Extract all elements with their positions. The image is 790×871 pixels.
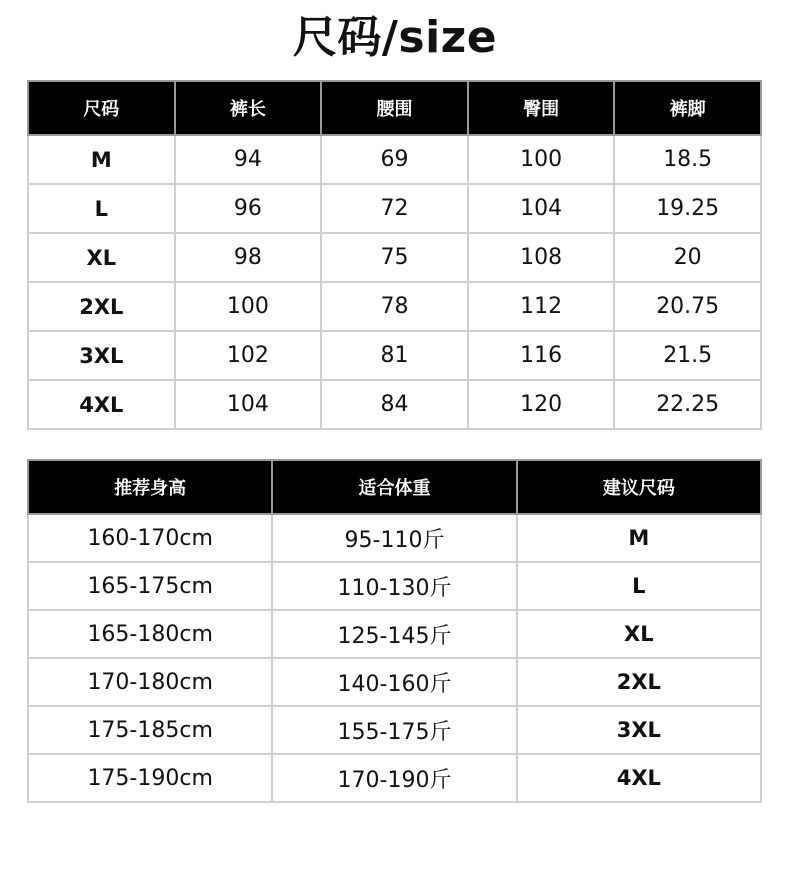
- table-header-row: [28, 460, 761, 514]
- page-title: 尺码/size: [292, 12, 498, 63]
- cell-leg-opening: 21.5: [614, 331, 761, 380]
- cell-suggested-size: 3XL: [517, 706, 761, 754]
- cell-pants-length: 94: [175, 135, 322, 184]
- cell-height: 175-190cm: [28, 754, 272, 802]
- table-row: [28, 514, 761, 562]
- cell-hip: 120: [468, 380, 615, 429]
- cell-waist: 72: [321, 184, 468, 233]
- cell-waist: 84: [321, 380, 468, 429]
- cell-pants-length: 104: [175, 380, 322, 429]
- cell-size: XL: [28, 233, 175, 282]
- cell-size: 3XL: [28, 331, 175, 380]
- header-suggested-size: 建议尺码: [517, 460, 761, 514]
- table-row: [28, 562, 761, 610]
- table-row: [28, 754, 761, 802]
- table-header-row: [28, 81, 761, 135]
- cell-waist: 75: [321, 233, 468, 282]
- cell-pants-length: 96: [175, 184, 322, 233]
- header-hip: 臀围: [468, 81, 615, 135]
- cell-leg-opening: 22.25: [614, 380, 761, 429]
- header-leg-opening: 裤脚: [614, 81, 761, 135]
- table-row: [28, 658, 761, 706]
- cell-height: 160-170cm: [28, 514, 272, 562]
- cell-hip: 108: [468, 233, 615, 282]
- cell-height: 165-175cm: [28, 562, 272, 610]
- cell-hip: 104: [468, 184, 615, 233]
- cell-leg-opening: 19.25: [614, 184, 761, 233]
- cell-size: 2XL: [28, 282, 175, 331]
- cell-height: 165-180cm: [28, 610, 272, 658]
- cell-pants-length: 98: [175, 233, 322, 282]
- cell-size: M: [28, 135, 175, 184]
- table-row: [28, 233, 761, 282]
- cell-hip: 112: [468, 282, 615, 331]
- cell-weight: 155-175斤: [272, 706, 516, 754]
- table-row: [28, 282, 761, 331]
- cell-weight: 125-145斤: [272, 610, 516, 658]
- cell-height: 175-185cm: [28, 706, 272, 754]
- cell-weight: 170-190斤: [272, 754, 516, 802]
- size-recommendation-table: [27, 459, 762, 803]
- cell-waist: 78: [321, 282, 468, 331]
- table-row: [28, 331, 761, 380]
- header-recommended-height: 推荐身高: [28, 460, 272, 514]
- header-waist: 腰围: [321, 81, 468, 135]
- table-row: [28, 610, 761, 658]
- cell-weight: 95-110斤: [272, 514, 516, 562]
- cell-leg-opening: 20: [614, 233, 761, 282]
- cell-suggested-size: M: [517, 514, 761, 562]
- cell-leg-opening: 18.5: [614, 135, 761, 184]
- cell-hip: 100: [468, 135, 615, 184]
- header-suitable-weight: 适合体重: [272, 460, 516, 514]
- table-row: [28, 380, 761, 429]
- cell-suggested-size: 4XL: [517, 754, 761, 802]
- cell-weight: 110-130斤: [272, 562, 516, 610]
- cell-waist: 69: [321, 135, 468, 184]
- cell-weight: 140-160斤: [272, 658, 516, 706]
- cell-size: 4XL: [28, 380, 175, 429]
- cell-suggested-size: 2XL: [517, 658, 761, 706]
- cell-leg-opening: 20.75: [614, 282, 761, 331]
- cell-waist: 81: [321, 331, 468, 380]
- table-row: [28, 135, 761, 184]
- size-measurement-table: [27, 80, 762, 430]
- header-size: 尺码: [28, 81, 175, 135]
- cell-suggested-size: XL: [517, 610, 761, 658]
- cell-height: 170-180cm: [28, 658, 272, 706]
- cell-hip: 116: [468, 331, 615, 380]
- cell-pants-length: 102: [175, 331, 322, 380]
- cell-pants-length: 100: [175, 282, 322, 331]
- table-row: [28, 184, 761, 233]
- header-pants-length: 裤长: [175, 81, 322, 135]
- cell-suggested-size: L: [517, 562, 761, 610]
- cell-size: L: [28, 184, 175, 233]
- table-row: [28, 706, 761, 754]
